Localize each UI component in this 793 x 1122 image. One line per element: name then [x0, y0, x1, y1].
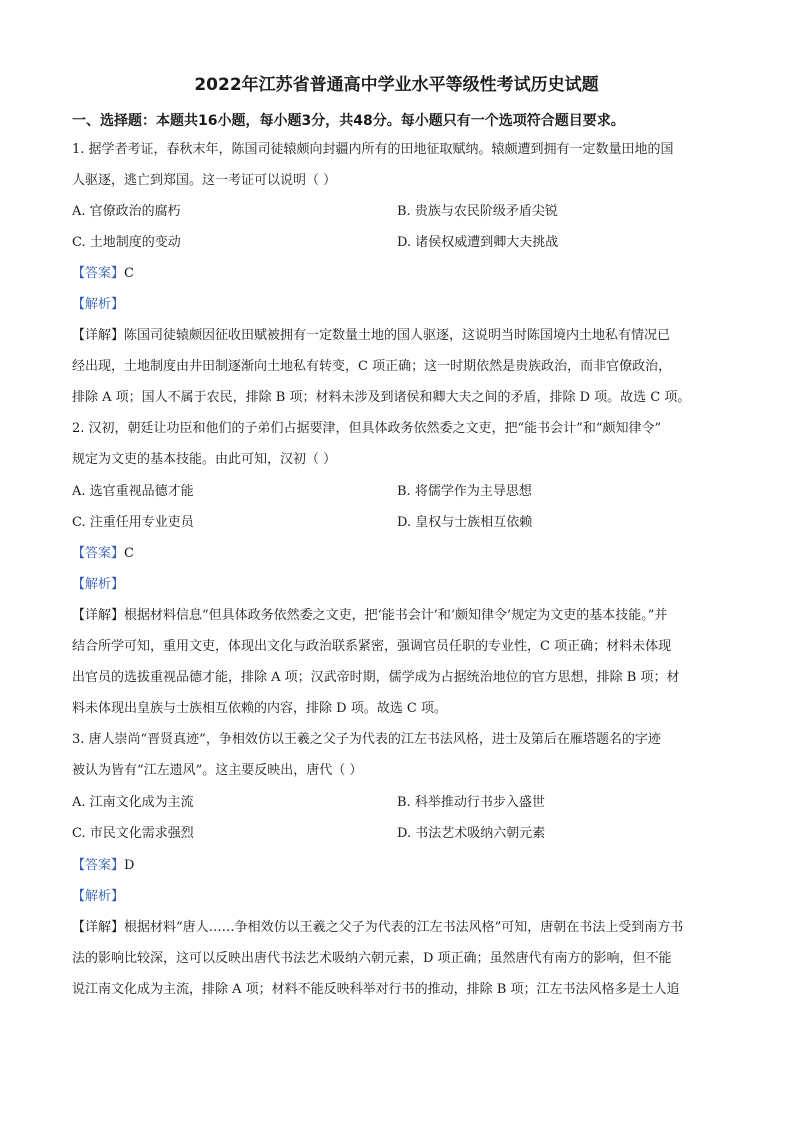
q3-detail-line-3: 说江南文化成为主流，排除 A 项；材料不能反映科举对行书的推动，排除 B 项；江左书法风格多是士人追 [72, 982, 680, 997]
q3-option-b: B. 科举推动行书步入盛世 [397, 795, 545, 810]
q3-answer [72, 857, 722, 875]
q3-stem-line-1: 3. 唐人崇尚“晋贤真迹”，争相效仿以王羲之父子为代表的江左书法风格，进士及第后在雁塔题名的字迹 [72, 732, 661, 747]
q3-stem-line-2: 被认为皆有“江左遗风”。这主要反映出，唐代（ ） [72, 763, 363, 778]
answer-tag: 【答案】 [72, 266, 125, 281]
q2-answer [72, 545, 722, 563]
q1-option-c: C. 土地制度的变动 [72, 235, 181, 250]
detail-text: 根据材料“唐人……争相效仿以王羲之父子为代表的江左书法风格”可知，唐朝在书法上受到南方书 [124, 920, 684, 935]
q3-option-c: C. 市民文化需求强烈 [72, 826, 194, 841]
q2-option-d: D. 皇权与士族相互依赖 [397, 515, 533, 530]
answer-value: D [124, 858, 135, 873]
detail-tag: 【详解】 [72, 920, 125, 935]
q2-option-b: B. 将儒学作为主导思想 [397, 484, 532, 499]
q1-detail-line-3: 排除 A 项；国人不属于农民，排除 B 项；材料未涉及到诸侯和卿大夫之间的矛盾，排除 D 项。故选 C 项。 [72, 390, 691, 405]
q3-analysis [72, 888, 722, 906]
q1-stem-line-1: 1. 据学者考证，春秋末年，陈国司徒辕颇向封疆内所有的田地征取赋纳。辕颇遭到拥有一定数量田地的国 [72, 142, 674, 157]
q3-detail-line-1 [72, 919, 722, 937]
q2-detail-line-1 [72, 607, 722, 625]
analysis-tag: 【解析】 [72, 577, 125, 592]
q2-detail-line-4: 料未体现出皇族与士族相互依赖的内容，排除 D 项。故选 C 项。 [72, 701, 447, 716]
q1-option-b: B. 贵族与农民阶级矛盾尖锐 [397, 204, 558, 219]
detail-tag: 【详解】 [72, 328, 125, 343]
q2-detail-line-3: 出官员的选拔重视品德才能，排除 A 项；汉武帝时期，儒学成为占据统治地位的官方思想，排除 B 项；材 [72, 670, 680, 685]
analysis-tag: 【解析】 [72, 297, 125, 312]
q2-stem-line-2: 规定为文吏的基本技能。由此可知，汉初（ ） [72, 452, 337, 467]
q1-analysis [72, 296, 722, 314]
section-heading: 一、选择题：本题共16小题，每小题3分，共48分。每小题只有一个选项符合题目要求。 [72, 113, 625, 129]
q1-option-a: A. 官僚政治的腐朽 [72, 204, 181, 219]
answer-value: C [124, 546, 134, 561]
detail-text: 根据材料信息“但具体政务依然委之文吏，把‘能书会计’和‘颇知律令’规定为文吏的基本技能。”并 [124, 608, 668, 623]
answer-value: C [124, 266, 134, 281]
detail-tag: 【详解】 [72, 608, 125, 623]
q2-option-c: C. 注重任用专业吏员 [72, 515, 194, 530]
q1-stem-line-2: 人驱逐，逃亡到郑国。这一考证可以说明（ ） [72, 173, 337, 188]
q2-option-a: A. 选官重视品德才能 [72, 484, 194, 499]
q2-analysis [72, 576, 722, 594]
q1-answer [72, 265, 722, 283]
page-title: 2022年江苏省普通高中学业水平等级性考试历史试题 [194, 75, 599, 95]
q1-option-d: D. 诸侯权威遭到卿大夫挑战 [397, 235, 559, 250]
q2-detail-line-2: 结合所学可知，重用文吏，体现出文化与政治联系紧密，强调官员任职的专业性，C 项正确；材料未体现 [72, 639, 672, 654]
analysis-tag: 【解析】 [72, 889, 125, 904]
answer-tag: 【答案】 [72, 546, 125, 561]
q3-option-a: A. 江南文化成为主流 [72, 795, 194, 810]
q1-detail-line-1 [72, 327, 722, 345]
q1-detail-line-2: 经出现，土地制度由井田制逐渐向土地私有转变，C 项正确；这一时期依然是贵族政治，而非官僚政治， [72, 359, 672, 374]
detail-text: 陈国司徒辕颇因征收田赋被拥有一定数量土地的国人驱逐，这说明当时陈国境内土地私有情况已 [124, 328, 671, 343]
q3-option-d: D. 书法艺术吸纳六朝元素 [397, 826, 546, 841]
answer-tag: 【答案】 [72, 858, 125, 873]
q3-detail-line-2: 法的影响比较深，这可以反映出唐代书法艺术吸纳六朝元素，D 项正确；虽然唐代有南方的影响，但不能 [72, 951, 672, 966]
q2-stem-line-1: 2. 汉初，朝廷让功臣和他们的子弟们占据要津，但具体政务依然委之文吏，把“能书会计”和“颇知律令” [72, 421, 662, 436]
